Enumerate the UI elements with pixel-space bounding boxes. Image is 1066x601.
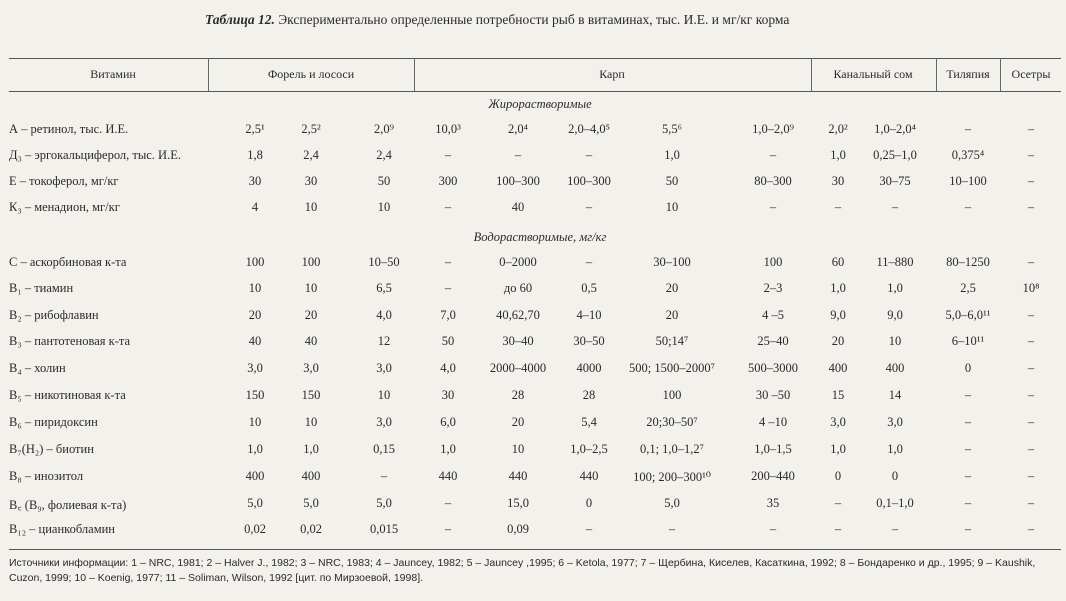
table-cell: 30 bbox=[441, 388, 455, 402]
table-cell: 1,0–2,5 bbox=[570, 442, 608, 456]
vitamin-name: А – ретинол, тыс. И.Е. bbox=[9, 122, 129, 136]
table-cell: 0 bbox=[891, 469, 899, 483]
table-cell: 7,0 bbox=[440, 308, 456, 322]
table-cell: 5,0 bbox=[247, 496, 263, 510]
table-cell: 2,5 bbox=[960, 281, 976, 295]
table-cell: 400 bbox=[301, 469, 321, 483]
table-cell: 10–100 bbox=[949, 174, 987, 188]
header-tilapia: Тиляпия bbox=[946, 67, 990, 81]
table-cell: 10,0³ bbox=[435, 122, 461, 136]
table-cell: 15 bbox=[831, 388, 845, 402]
table-cell: 3,0 bbox=[376, 361, 392, 375]
table-cell: 10 bbox=[248, 415, 262, 429]
table-cell: 1,0–2,0⁴ bbox=[874, 122, 916, 136]
table-cell: 0,25–1,0 bbox=[873, 148, 917, 162]
table-cell: 10 bbox=[511, 442, 525, 456]
vitamin-name: В₇(Н₂) – биотин bbox=[9, 442, 94, 456]
table-cell: – bbox=[964, 469, 972, 483]
table-cell: 20 bbox=[831, 334, 845, 348]
table-cell: 3,0 bbox=[887, 415, 903, 429]
table-cell: 30–40 bbox=[502, 334, 534, 348]
vitamin-name: В₄ – холин bbox=[9, 361, 66, 375]
table-cell: – bbox=[668, 522, 676, 536]
table-cell: 1,0–2,0⁹ bbox=[752, 122, 794, 136]
table-row bbox=[0, 281, 1066, 301]
table-cell: 1,0 bbox=[887, 442, 903, 456]
footnote-sources: Источники информации: 1 – NRC, 1981; 2 – Halver J., 1982; 3 – NRC, 1983; 4 – Jauncey, 1982; 5 – Jauncey ,1995; 6 – Ketola, 1977; 7 – Щербина, Киселев, Касаткина, 1992; 8 – Бондаренко и др., 1995; 9 – Kaushik, Cuzon, 1999; 10 – Koenig, 1977; 11 – Soliman, Wilson, 1992 [цит. по Мирзоевой, 1998]. bbox=[9, 557, 1036, 584]
table-cell: 20 bbox=[665, 308, 679, 322]
table-cell: 1,0 bbox=[830, 442, 846, 456]
table-cell: – bbox=[1027, 308, 1035, 322]
header-trout: Форель и лососи bbox=[267, 67, 355, 81]
table-cell: 4 bbox=[251, 200, 259, 214]
table-cell: 9,0 bbox=[887, 308, 903, 322]
table-cell: 1,0 bbox=[664, 148, 680, 162]
section-water-soluble: Водорастворимые, мг/кг bbox=[473, 230, 607, 244]
table-cell: 30–75 bbox=[879, 174, 911, 188]
table-cell: – bbox=[585, 148, 593, 162]
table-cell: 3,0 bbox=[247, 361, 263, 375]
table-cell: 3,0 bbox=[376, 415, 392, 429]
vitamin-name: В₁₂ – цианкобламин bbox=[9, 522, 115, 536]
table-cell: 100–300 bbox=[496, 174, 540, 188]
table-cell: – bbox=[1027, 334, 1035, 348]
table-cell: – bbox=[964, 200, 972, 214]
table-cell: 5,0 bbox=[664, 496, 680, 510]
table-row bbox=[0, 174, 1066, 194]
table-cell: 100 bbox=[301, 255, 321, 269]
vitamin-name: В₈ – инозитол bbox=[9, 469, 84, 483]
table-cell: 30 bbox=[248, 174, 262, 188]
header-separator bbox=[208, 58, 209, 91]
table-cell: 150 bbox=[301, 388, 321, 402]
table-cell: 500–3000 bbox=[748, 361, 798, 375]
table-cell: 1,0 bbox=[440, 442, 456, 456]
table-cell: 2,0–4,0⁵ bbox=[568, 122, 610, 136]
table-cell: – bbox=[964, 522, 972, 536]
table-cell: 11–880 bbox=[876, 255, 914, 269]
table-cell: 300 bbox=[438, 174, 458, 188]
vitamin-name: В₆ – пиридоксин bbox=[9, 415, 98, 429]
table-cell: 5,0 bbox=[303, 496, 319, 510]
header-catfish: Канальный сом bbox=[833, 67, 913, 81]
table-cell: – bbox=[1027, 496, 1035, 510]
table-cell: 0,1; 1,0–1,2⁷ bbox=[639, 442, 705, 456]
table-cell: 2–3 bbox=[763, 281, 783, 295]
table-cell: – bbox=[834, 200, 842, 214]
table-cell: 30 bbox=[304, 174, 318, 188]
table-cell: 40 bbox=[248, 334, 262, 348]
table-row bbox=[0, 122, 1066, 142]
table-cell: 10 bbox=[377, 388, 391, 402]
table-row bbox=[0, 469, 1066, 489]
table-cell: 10 bbox=[304, 200, 318, 214]
table-cell: 30 –50 bbox=[755, 388, 791, 402]
table-cell: – bbox=[514, 148, 522, 162]
table-cell: – bbox=[769, 148, 777, 162]
table-cell: 1,0 bbox=[247, 442, 263, 456]
table-cell: 10 bbox=[665, 200, 679, 214]
table-cell: – bbox=[834, 522, 842, 536]
table-cell: – bbox=[891, 522, 899, 536]
table-cell: 0,02 bbox=[244, 522, 266, 536]
table-cell: 20 bbox=[248, 308, 262, 322]
table-cell: 20 bbox=[665, 281, 679, 295]
table-row bbox=[0, 522, 1066, 542]
table-cell: 2,5¹ bbox=[245, 122, 265, 136]
table-cell: – bbox=[380, 469, 388, 483]
table-cell: 10 bbox=[377, 200, 391, 214]
table-cell: 4 –10 bbox=[758, 415, 788, 429]
header-separator bbox=[1000, 58, 1001, 91]
table-cell: 1,0 bbox=[830, 281, 846, 295]
table-caption bbox=[205, 12, 789, 28]
section-fat-soluble: Жирорастворимые bbox=[488, 97, 592, 111]
table-cell: 40 bbox=[304, 334, 318, 348]
table-cell: 4,0 bbox=[440, 361, 456, 375]
top-rule bbox=[9, 58, 1061, 59]
vitamin-name: Е – токоферол, мг/кг bbox=[9, 174, 119, 188]
table-cell: 10 bbox=[248, 281, 262, 295]
table-cell: 100 bbox=[763, 255, 783, 269]
table-cell: – bbox=[585, 200, 593, 214]
table-cell: до 60 bbox=[503, 281, 533, 295]
table-cell: 2,0⁹ bbox=[374, 122, 394, 136]
table-cell: 2,4 bbox=[303, 148, 319, 162]
vitamin-name: Д₃ – эргокальциферол, тыс. И.Е. bbox=[9, 148, 181, 162]
bottom-rule bbox=[9, 549, 1061, 550]
table-cell: 35 bbox=[766, 496, 780, 510]
table-cell: 6,5 bbox=[376, 281, 392, 295]
caption-text: Экспериментально определенные потребности рыб в витаминах, тыс. И.Е. и мг/кг корма bbox=[274, 12, 790, 27]
vitamin-name: К₃ – менадион, мг/кг bbox=[9, 200, 120, 214]
table-cell: 14 bbox=[888, 388, 902, 402]
vitamin-name: В₁ – тиамин bbox=[9, 281, 74, 295]
table-cell: 500; 1500–2000⁷ bbox=[629, 361, 715, 375]
table-cell: 6,0 bbox=[440, 415, 456, 429]
table-row bbox=[0, 148, 1066, 168]
vitamin-name: В₃ – пантотеновая к-та bbox=[9, 334, 131, 348]
header-bottom-rule bbox=[9, 91, 1061, 92]
header-carp: Карп bbox=[599, 67, 625, 81]
table-cell: – bbox=[1027, 148, 1035, 162]
vitamin-name: В꜀ (В₉, фолиевая к-та) bbox=[9, 498, 127, 512]
table-cell: – bbox=[964, 122, 972, 136]
table-cell: 0,5 bbox=[581, 281, 597, 295]
table-row bbox=[0, 388, 1066, 408]
table-cell: – bbox=[1027, 122, 1035, 136]
table-cell: 400 bbox=[828, 361, 848, 375]
table-cell: 100–300 bbox=[567, 174, 611, 188]
table-cell: 0 bbox=[964, 361, 972, 375]
table-cell: 12 bbox=[377, 334, 391, 348]
table-cell: 15,0 bbox=[507, 496, 529, 510]
table-cell: 1,0 bbox=[887, 281, 903, 295]
table-cell: – bbox=[444, 522, 452, 536]
table-cell: 9,0 bbox=[830, 308, 846, 322]
table-cell: 0,02 bbox=[300, 522, 322, 536]
table-cell: 440 bbox=[438, 469, 458, 483]
table-cell: 440 bbox=[579, 469, 599, 483]
table-cell: 2,0⁴ bbox=[508, 122, 528, 136]
table-cell: 2000–4000 bbox=[489, 361, 547, 375]
header-separator bbox=[811, 58, 812, 91]
table-cell: 1,0–1,5 bbox=[754, 442, 792, 456]
table-cell: – bbox=[1027, 255, 1035, 269]
header-vitamin: Витамин bbox=[90, 67, 136, 81]
table-cell: – bbox=[1027, 469, 1035, 483]
table-cell: 400 bbox=[885, 361, 905, 375]
table-cell: 5,0–6,0¹¹ bbox=[945, 308, 991, 322]
table-cell: 40 bbox=[511, 200, 525, 214]
table-cell: 40,62,70 bbox=[496, 308, 540, 322]
table-cell: 0,15 bbox=[373, 442, 395, 456]
table-cell: 1,0 bbox=[830, 148, 846, 162]
table-cell: 4–10 bbox=[576, 308, 602, 322]
table-cell: – bbox=[585, 255, 593, 269]
table-cell: 50;14⁷ bbox=[655, 334, 689, 348]
table-cell: – bbox=[585, 522, 593, 536]
table-cell: 10 bbox=[888, 334, 902, 348]
table-cell: 100 bbox=[245, 255, 265, 269]
table-cell: 0 bbox=[585, 496, 593, 510]
caption-label: Таблица 12. bbox=[205, 12, 275, 27]
table-cell: 3,0 bbox=[303, 361, 319, 375]
table-cell: 25–40 bbox=[757, 334, 789, 348]
header-sturgeon: Осетры bbox=[1011, 67, 1051, 81]
vitamin-name: В₅ – никотиновая к-та bbox=[9, 388, 126, 402]
table-cell: – bbox=[444, 200, 452, 214]
table-cell: – bbox=[1027, 415, 1035, 429]
table-cell: 20 bbox=[511, 415, 525, 429]
table-cell: 80–1250 bbox=[946, 255, 990, 269]
table-row bbox=[0, 415, 1066, 435]
table-cell: 28 bbox=[582, 388, 596, 402]
table-cell: 6–10¹¹ bbox=[951, 334, 985, 348]
table-cell: 0 bbox=[834, 469, 842, 483]
table-cell: 100 bbox=[662, 388, 682, 402]
table-row bbox=[0, 255, 1066, 275]
table-cell: 2,0² bbox=[828, 122, 848, 136]
table-cell: – bbox=[1027, 388, 1035, 402]
table-cell: 4000 bbox=[576, 361, 602, 375]
table-cell: 440 bbox=[508, 469, 528, 483]
table-cell: – bbox=[1027, 442, 1035, 456]
table-cell: 0,015 bbox=[369, 522, 399, 536]
table-cell: 1,8 bbox=[247, 148, 263, 162]
table-row bbox=[0, 361, 1066, 381]
header-separator bbox=[414, 58, 415, 91]
table-cell: 30–50 bbox=[573, 334, 605, 348]
table-cell: – bbox=[891, 200, 899, 214]
table-cell: 5,4 bbox=[581, 415, 597, 429]
table-cell: – bbox=[1027, 200, 1035, 214]
table-cell: – bbox=[964, 496, 972, 510]
table-cell: 28 bbox=[511, 388, 525, 402]
table-row bbox=[0, 442, 1066, 462]
table-cell: 10 bbox=[304, 415, 318, 429]
table-cell: – bbox=[444, 281, 452, 295]
table-cell: 50 bbox=[441, 334, 455, 348]
table-cell: 10–50 bbox=[368, 255, 400, 269]
table-cell: 0,375⁴ bbox=[951, 148, 985, 162]
table-cell: 2,4 bbox=[376, 148, 392, 162]
table-cell: – bbox=[834, 496, 842, 510]
header-separator bbox=[936, 58, 937, 91]
table-cell: 80–300 bbox=[754, 174, 792, 188]
table-cell: 30 bbox=[831, 174, 845, 188]
table-cell: 30–100 bbox=[653, 255, 691, 269]
table-cell: 2,5² bbox=[301, 122, 321, 136]
table-cell: 10⁸ bbox=[1022, 281, 1040, 295]
table-row bbox=[0, 200, 1066, 220]
vitamin-name: С – аскорбиновая к-та bbox=[9, 255, 127, 269]
table-cell: – bbox=[1027, 361, 1035, 375]
table-cell: 200–440 bbox=[751, 469, 795, 483]
table-cell: 0–2000 bbox=[499, 255, 537, 269]
table-cell: 1,0 bbox=[303, 442, 319, 456]
table-row bbox=[0, 334, 1066, 354]
table-cell: 5,5⁶ bbox=[662, 122, 682, 136]
table-cell: – bbox=[964, 415, 972, 429]
table-cell: – bbox=[769, 200, 777, 214]
table-cell: 0,1–1,0 bbox=[876, 496, 914, 510]
table-cell: 50 bbox=[377, 174, 391, 188]
table-cell: 20;30–50⁷ bbox=[646, 415, 698, 429]
table-cell: 400 bbox=[245, 469, 265, 483]
table-cell: – bbox=[444, 496, 452, 510]
table-cell: 4 –5 bbox=[762, 308, 784, 322]
table-cell: 60 bbox=[831, 255, 845, 269]
table-cell: 4,0 bbox=[376, 308, 392, 322]
table-cell: 3,0 bbox=[830, 415, 846, 429]
table-cell: – bbox=[964, 442, 972, 456]
table-cell: 0,09 bbox=[507, 522, 529, 536]
table-cell: – bbox=[1027, 174, 1035, 188]
table-cell: – bbox=[1027, 522, 1035, 536]
table-cell: 20 bbox=[304, 308, 318, 322]
table-row bbox=[0, 496, 1066, 516]
table-row bbox=[0, 308, 1066, 328]
table-cell: 10 bbox=[304, 281, 318, 295]
table-cell: 5,0 bbox=[376, 496, 392, 510]
table-cell: 150 bbox=[245, 388, 265, 402]
table-cell: – bbox=[444, 148, 452, 162]
table-cell: 100; 200–300¹⁰ bbox=[633, 470, 711, 484]
table-cell: 50 bbox=[665, 174, 679, 188]
vitamin-name: В₂ – рибофлавин bbox=[9, 308, 99, 322]
table-cell: – bbox=[769, 522, 777, 536]
table-cell: – bbox=[964, 388, 972, 402]
table-cell: – bbox=[444, 255, 452, 269]
